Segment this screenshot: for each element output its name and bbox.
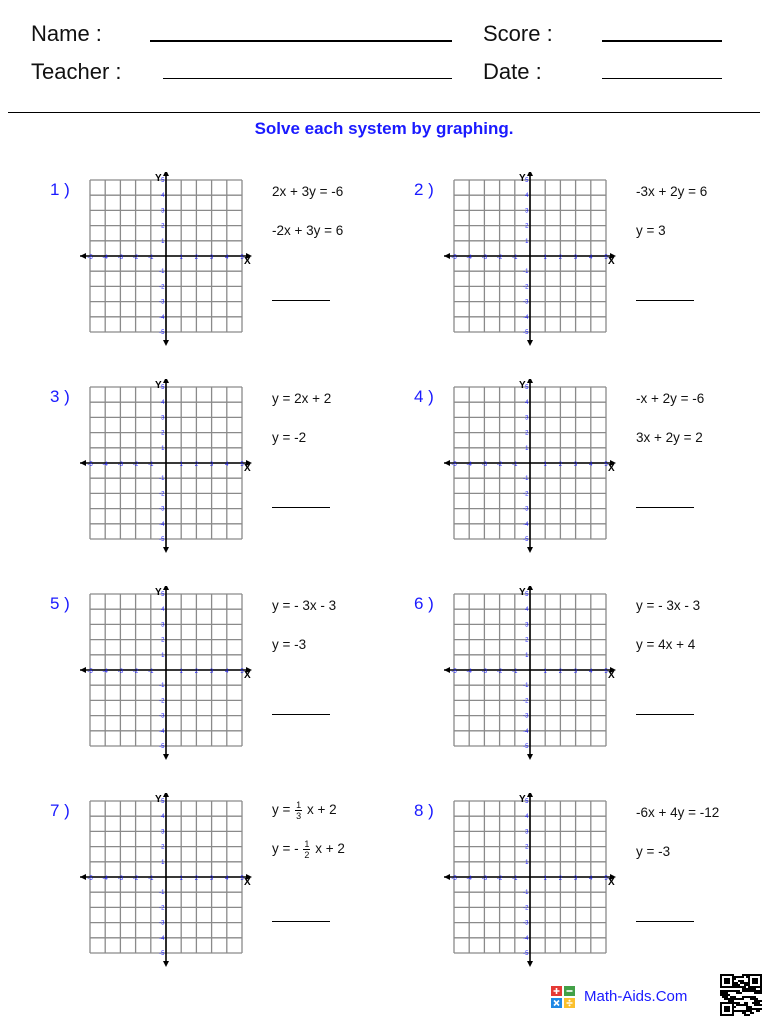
- arrow-down-icon: [527, 340, 533, 346]
- y-tick-label: 5: [525, 592, 529, 598]
- x-tick-label: -2: [132, 255, 139, 261]
- x-tick-label: 3: [573, 462, 578, 468]
- x-tick-label: 4: [225, 669, 229, 675]
- name-blank[interactable]: [150, 40, 452, 42]
- y-tick-label: 1: [161, 238, 165, 245]
- problem-number: 1 ): [50, 180, 70, 199]
- x-tick-label: -4: [102, 462, 108, 468]
- x-tick-label: 4: [589, 669, 593, 675]
- equation-2: [272, 839, 345, 860]
- x-tick-label: -3: [481, 462, 488, 468]
- y-axis-label: Y: [519, 380, 526, 391]
- y-tick-label: -1: [523, 476, 529, 483]
- y-tick-label: -2: [159, 491, 165, 498]
- y-tick-label: 4: [525, 400, 529, 407]
- coordinate-grid[interactable]: [80, 172, 260, 362]
- x-tick-label: 3: [209, 876, 214, 882]
- x-tick-label: 5: [604, 462, 608, 468]
- y-tick-label: 5: [161, 178, 165, 184]
- equation-1: 2x + 3y = -6: [272, 184, 344, 199]
- date-blank[interactable]: [602, 78, 722, 79]
- equation-2: -2x + 3y = 6: [272, 223, 344, 238]
- x-tick-label: -4: [466, 876, 472, 882]
- x-tick-label: 4: [589, 255, 593, 261]
- x-tick-label: 1: [179, 669, 183, 675]
- y-tick-label: -4: [159, 728, 165, 735]
- x-tick-label: -3: [117, 255, 124, 261]
- y-tick-label: 4: [525, 607, 529, 614]
- x-tick-label: -5: [87, 255, 93, 261]
- x-tick-label: 1: [179, 876, 183, 882]
- x-tick-label: 4: [225, 255, 229, 261]
- y-tick-label: 3: [161, 829, 165, 836]
- x-tick-label: 2: [558, 255, 563, 261]
- y-tick-label: -3: [159, 920, 165, 927]
- y-tick-label: -1: [159, 890, 165, 897]
- x-tick-label: -1: [512, 462, 518, 468]
- arrow-up-icon: [527, 586, 533, 590]
- coordinate-grid[interactable]: [444, 379, 624, 569]
- answer-blank[interactable]: [272, 507, 330, 508]
- problem-2: [414, 172, 768, 362]
- y-tick-label: 4: [525, 814, 529, 821]
- y-tick-label: -4: [523, 314, 529, 321]
- y-axis-label: Y: [519, 173, 526, 184]
- coordinate-grid[interactable]: [80, 586, 260, 776]
- y-tick-label: -5: [523, 951, 529, 957]
- x-tick-label: 4: [225, 876, 229, 882]
- equation-2: y = -2: [272, 430, 307, 445]
- x-tick-label: -4: [102, 255, 108, 261]
- equation-1: -x + 2y = -6: [636, 391, 705, 406]
- answer-blank[interactable]: [272, 921, 330, 922]
- x-tick-label: -2: [496, 669, 503, 675]
- y-tick-label: -2: [523, 698, 529, 705]
- equation-1: y = 2x + 2: [272, 391, 332, 406]
- x-tick-label: 3: [209, 255, 214, 261]
- y-tick-label: -5: [523, 330, 529, 336]
- y-axis-label: Y: [519, 587, 526, 598]
- x-tick-label: -2: [496, 462, 503, 468]
- arrow-down-icon: [163, 754, 169, 760]
- x-tick-label: -1: [148, 876, 154, 882]
- problem-number: 2 ): [414, 180, 434, 199]
- brand-link[interactable]: Math-Aids.Com: [584, 988, 688, 1005]
- y-tick-label: 5: [161, 592, 165, 598]
- x-tick-label: 5: [240, 876, 244, 882]
- x-tick-label: 1: [543, 876, 547, 882]
- arrow-down-icon: [527, 547, 533, 553]
- y-tick-label: -4: [523, 728, 529, 735]
- problem-6: [414, 586, 768, 776]
- equation-prefix: y = -: [272, 841, 299, 857]
- y-tick-label: -1: [523, 683, 529, 690]
- y-tick-label: -3: [523, 299, 529, 306]
- equation-2: 3x + 2y = 2: [636, 430, 703, 445]
- y-tick-label: -5: [159, 537, 165, 543]
- y-axis-label: Y: [519, 794, 526, 805]
- x-tick-label: 5: [604, 255, 608, 261]
- x-tick-label: 2: [194, 669, 199, 675]
- y-tick-label: 2: [525, 223, 529, 230]
- qr-code-icon: [720, 974, 762, 1016]
- equation-suffix: x + 2: [315, 841, 345, 857]
- teacher-label: Teacher :: [31, 59, 122, 84]
- y-tick-label: -3: [523, 920, 529, 927]
- x-tick-label: 3: [209, 669, 214, 675]
- x-tick-label: -3: [481, 669, 488, 675]
- y-tick-label: -4: [159, 314, 165, 321]
- y-tick-label: 2: [161, 637, 165, 644]
- x-tick-label: -1: [512, 876, 518, 882]
- y-tick-label: -3: [159, 299, 165, 306]
- x-tick-label: -1: [512, 669, 518, 675]
- y-tick-label: 3: [161, 415, 165, 422]
- x-axis-label: X: [244, 256, 251, 267]
- y-tick-label: 5: [161, 799, 165, 805]
- answer-blank[interactable]: [636, 921, 694, 922]
- header-divider: [8, 112, 760, 113]
- x-tick-label: -3: [481, 876, 488, 882]
- answer-blank[interactable]: [636, 714, 694, 715]
- score-label: Score :: [483, 21, 553, 46]
- arrow-up-icon: [527, 793, 533, 797]
- x-tick-label: 3: [573, 669, 578, 675]
- answer-blank[interactable]: [636, 507, 694, 508]
- y-tick-label: -2: [523, 491, 529, 498]
- x-tick-label: 3: [573, 876, 578, 882]
- problem-7: [50, 793, 410, 983]
- coordinate-grid[interactable]: [444, 793, 624, 983]
- y-tick-label: 1: [525, 859, 529, 866]
- arrow-down-icon: [163, 547, 169, 553]
- y-tick-label: -3: [159, 506, 165, 513]
- x-tick-label: -5: [451, 669, 457, 675]
- y-tick-label: -4: [523, 935, 529, 942]
- problem-number: 8 ): [414, 801, 434, 820]
- fraction-denominator: 3: [296, 811, 302, 821]
- y-tick-label: 2: [161, 844, 165, 851]
- fraction-numerator: 1: [296, 800, 302, 810]
- arrow-left-icon: [444, 667, 450, 673]
- x-tick-label: -5: [451, 876, 457, 882]
- arrow-up-icon: [163, 172, 169, 176]
- arrow-left-icon: [80, 253, 86, 259]
- y-tick-label: 1: [161, 652, 165, 659]
- x-tick-label: -5: [87, 876, 93, 882]
- y-tick-label: -1: [523, 269, 529, 276]
- y-tick-label: 1: [161, 859, 165, 866]
- arrow-left-icon: [444, 253, 450, 259]
- x-tick-label: -1: [512, 255, 518, 261]
- x-tick-label: 4: [225, 462, 229, 468]
- y-tick-label: 5: [525, 799, 529, 805]
- x-axis-label: X: [608, 670, 615, 681]
- y-tick-label: 2: [525, 844, 529, 851]
- y-tick-label: -5: [159, 744, 165, 750]
- equation-2: y = 4x + 4: [636, 637, 696, 652]
- y-tick-label: -2: [159, 905, 165, 912]
- y-tick-label: -2: [523, 905, 529, 912]
- y-tick-label: -1: [159, 683, 165, 690]
- x-tick-label: 2: [558, 876, 563, 882]
- x-tick-label: -1: [148, 255, 154, 261]
- x-tick-label: 3: [573, 255, 578, 261]
- y-axis-label: Y: [155, 173, 162, 184]
- teacher-blank[interactable]: [163, 78, 452, 79]
- x-tick-label: 4: [589, 462, 593, 468]
- x-tick-label: -3: [481, 255, 488, 261]
- y-tick-label: -5: [523, 744, 529, 750]
- y-tick-label: 4: [161, 607, 165, 614]
- arrow-down-icon: [527, 754, 533, 760]
- answer-blank[interactable]: [636, 300, 694, 301]
- x-tick-label: -2: [132, 669, 139, 675]
- x-tick-label: -3: [117, 462, 124, 468]
- x-tick-label: 1: [543, 255, 547, 261]
- x-tick-label: 2: [558, 669, 563, 675]
- x-tick-label: 1: [543, 669, 547, 675]
- problem-1: [50, 172, 410, 362]
- y-tick-label: 4: [161, 193, 165, 200]
- x-tick-label: -1: [148, 669, 154, 675]
- y-tick-label: 2: [525, 637, 529, 644]
- problem-number: 4 ): [414, 387, 434, 406]
- y-axis-label: Y: [155, 380, 162, 391]
- y-axis-label: Y: [155, 794, 162, 805]
- x-tick-label: 4: [589, 876, 593, 882]
- arrow-left-icon: [80, 460, 86, 466]
- x-tick-label: 5: [604, 876, 608, 882]
- y-tick-label: 1: [525, 238, 529, 245]
- arrow-left-icon: [444, 874, 450, 880]
- x-tick-label: 2: [194, 255, 199, 261]
- y-tick-label: -1: [159, 269, 165, 276]
- x-tick-label: 3: [209, 462, 214, 468]
- y-tick-label: 4: [525, 193, 529, 200]
- y-tick-label: 2: [161, 223, 165, 230]
- problem-8: [414, 793, 768, 983]
- arrow-up-icon: [527, 379, 533, 383]
- problem-number: 7 ): [50, 801, 70, 820]
- x-tick-label: -2: [132, 876, 139, 882]
- y-tick-label: 1: [525, 652, 529, 659]
- x-tick-label: 1: [179, 462, 183, 468]
- y-tick-label: -3: [159, 713, 165, 720]
- arrow-down-icon: [163, 961, 169, 967]
- equation-suffix: x + 2: [306, 802, 337, 818]
- score-blank[interactable]: [602, 40, 722, 42]
- fraction: [303, 839, 310, 860]
- x-tick-label: 2: [558, 462, 563, 468]
- x-tick-label: -5: [451, 462, 457, 468]
- problem-number: 6 ): [414, 594, 434, 613]
- x-tick-label: -2: [132, 462, 139, 468]
- equation-2: y = -3: [272, 637, 307, 652]
- x-tick-label: -3: [117, 669, 124, 675]
- y-tick-label: -5: [523, 537, 529, 543]
- y-tick-label: 3: [525, 622, 529, 629]
- y-tick-label: 4: [161, 814, 165, 821]
- math-aids-logo-icon[interactable]: [551, 986, 575, 1008]
- y-tick-label: 4: [161, 400, 165, 407]
- x-axis-label: X: [608, 463, 615, 474]
- problem-number: 3 ): [50, 387, 70, 406]
- fraction-numerator: 1: [304, 839, 310, 849]
- x-tick-label: 5: [240, 669, 244, 675]
- y-tick-label: -4: [159, 521, 165, 528]
- y-tick-label: 2: [161, 430, 165, 437]
- y-tick-label: -2: [523, 284, 529, 291]
- x-axis-label: X: [244, 670, 251, 681]
- y-tick-label: 1: [161, 445, 165, 452]
- x-tick-label: -1: [148, 462, 154, 468]
- equation-1: -3x + 2y = 6: [636, 184, 708, 199]
- x-tick-label: -4: [102, 669, 108, 675]
- x-tick-label: -5: [87, 669, 93, 675]
- problem-4: [414, 379, 768, 569]
- arrow-left-icon: [80, 874, 86, 880]
- y-tick-label: -4: [159, 935, 165, 942]
- x-axis-label: X: [244, 877, 251, 888]
- y-tick-label: -1: [159, 476, 165, 483]
- y-tick-label: -2: [159, 284, 165, 291]
- answer-blank[interactable]: [272, 300, 330, 301]
- y-tick-label: -4: [523, 521, 529, 528]
- equation-1: y = - 3x - 3: [636, 598, 701, 613]
- x-tick-label: -2: [496, 255, 503, 261]
- y-tick-label: -3: [523, 506, 529, 513]
- x-tick-label: 5: [240, 462, 244, 468]
- y-tick-label: 3: [525, 415, 529, 422]
- y-tick-label: 5: [525, 178, 529, 184]
- y-tick-label: 2: [525, 430, 529, 437]
- x-axis-label: X: [608, 256, 615, 267]
- problem-3: [50, 379, 410, 569]
- name-label: Name :: [31, 21, 102, 46]
- equation-2: y = 3: [636, 223, 666, 238]
- y-tick-label: -1: [523, 890, 529, 897]
- x-tick-label: -5: [451, 255, 457, 261]
- x-tick-label: 1: [179, 255, 183, 261]
- y-tick-label: -5: [159, 951, 165, 957]
- equation-1: y = - 3x - 3: [272, 598, 337, 613]
- x-tick-label: 2: [194, 462, 199, 468]
- y-tick-label: 1: [525, 445, 529, 452]
- fraction: [295, 800, 302, 821]
- arrow-left-icon: [80, 667, 86, 673]
- y-tick-label: 5: [525, 385, 529, 391]
- x-tick-label: -5: [87, 462, 93, 468]
- y-tick-label: 3: [525, 208, 529, 215]
- x-tick-label: 5: [240, 255, 244, 261]
- arrow-up-icon: [527, 172, 533, 176]
- arrow-up-icon: [163, 379, 169, 383]
- x-tick-label: -4: [102, 876, 108, 882]
- x-tick-label: -4: [466, 669, 472, 675]
- y-tick-label: 5: [161, 385, 165, 391]
- equation-2: y = -3: [636, 844, 671, 859]
- fraction-denominator: 2: [304, 850, 310, 860]
- y-axis-label: Y: [155, 587, 162, 598]
- y-tick-label: 3: [161, 208, 165, 215]
- x-tick-label: -4: [466, 255, 472, 261]
- coordinate-grid[interactable]: [444, 586, 624, 776]
- x-tick-label: 1: [543, 462, 547, 468]
- equation-1: [272, 800, 337, 821]
- x-axis-label: X: [608, 877, 615, 888]
- arrow-down-icon: [163, 340, 169, 346]
- date-label: Date :: [483, 59, 542, 84]
- y-tick-label: -3: [523, 713, 529, 720]
- y-tick-label: -5: [159, 330, 165, 336]
- problem-5: [50, 586, 410, 776]
- arrow-up-icon: [163, 586, 169, 590]
- x-tick-label: -4: [466, 462, 472, 468]
- x-axis-label: X: [244, 463, 251, 474]
- x-tick-label: -2: [496, 876, 503, 882]
- y-tick-label: 3: [161, 622, 165, 629]
- coordinate-grid[interactable]: [80, 793, 260, 983]
- answer-blank[interactable]: [272, 714, 330, 715]
- y-tick-label: -2: [159, 698, 165, 705]
- arrow-down-icon: [527, 961, 533, 967]
- coordinate-grid[interactable]: [444, 172, 624, 362]
- equation-prefix: y =: [272, 802, 291, 818]
- worksheet-title: Solve each system by graphing.: [254, 119, 514, 138]
- arrow-left-icon: [444, 460, 450, 466]
- x-tick-label: 2: [194, 876, 199, 882]
- problem-number: 5 ): [50, 594, 70, 613]
- arrow-up-icon: [163, 793, 169, 797]
- x-tick-label: 5: [604, 669, 608, 675]
- y-tick-label: 3: [525, 829, 529, 836]
- equation-1: -6x + 4y = -12: [636, 805, 720, 820]
- coordinate-grid[interactable]: [80, 379, 260, 569]
- x-tick-label: -3: [117, 876, 124, 882]
